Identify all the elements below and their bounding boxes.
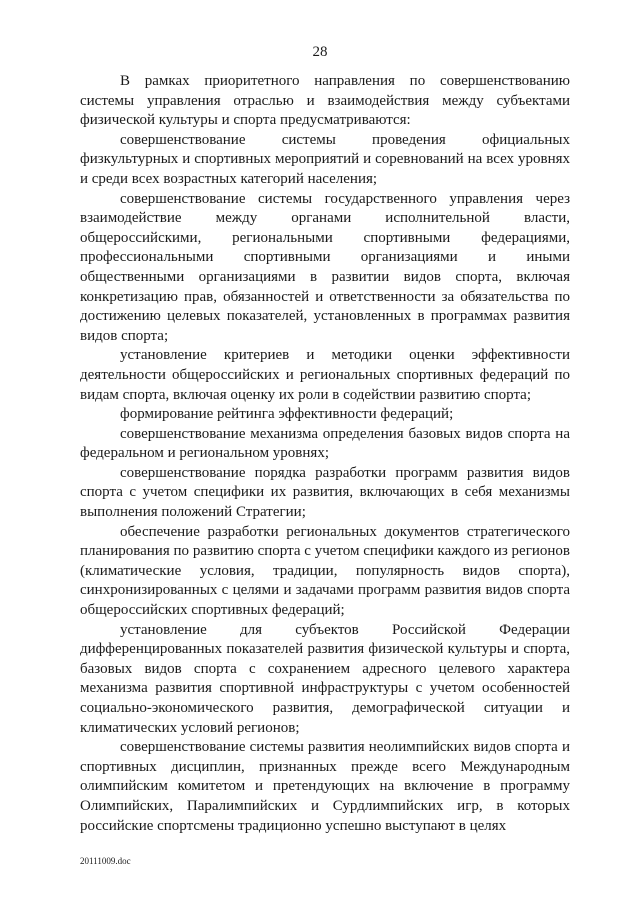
- paragraph-base-sports: совершенствование механизма определения базовых видов спорта на федеральном и региональном уровнях;: [80, 425, 570, 462]
- paragraph-federation-rating: формирование рейтинга эффективности федераций;: [120, 406, 454, 423]
- paragraph-state-management: совершенствование системы государственного управления через взаимодействие между органами исполнительной власти, общероссийскими, региональными спортивными федерациями, профессиональными спортивными организациями и иными общественными организациями в развитии видов спорта, включая конкретизацию прав, обязанностей и ответственности за обязательства по достижению целевых показателей, установленных в программах развития видов спорта;: [80, 190, 570, 344]
- paragraph-regional-planning: обеспечение разработки региональных документов стратегического планирования по развитию спорта с учетом специфики каждого из регионов (климатические условия, традиции, популярность видов спорта), синхронизированных с целями и задачами программ развития видов спорта общероссийских спортивных федераций;: [80, 523, 570, 619]
- paragraph-efficiency-criteria: установление критериев и методики оценки эффективности деятельности общероссийских и региональных спортивных федераций по видам спорта, включая оценку их роли в содействии развитию спорта;: [80, 347, 570, 403]
- paragraph-competitions: совершенствование системы проведения официальных физкультурных и спортивных мероприятий и соревнований на всех уровнях и среди всех возрастных категорий населения;: [80, 131, 570, 187]
- page-number: 28: [312, 44, 328, 60]
- paragraph-non-olympic-sports: совершенствование системы развития неолимпийских видов спорта и спортивных дисциплин, признанных прежде всего Международным олимпийским комитетом и претендующих на включение в программу Олимпийских, Паралимпийских и Сурдлимпийских игр, в которых российские спортсмены традиционно успешно выступают в целях: [80, 739, 570, 834]
- paragraph-development-programs: совершенствование порядка разработки программ развития видов спорта с учетом специфики их развития, включающих в себя механизмы выполнения положений Стратегии;: [80, 464, 570, 521]
- document-body: [80, 72, 570, 836]
- paragraph-regional-indicators: установление для субъектов Российской Федерации дифференцированных показателей развития физической культуры и спорта, базовых видов спорта с сохранением адресного целевого характера механизма развития спортивной инфраструктуры с учетом особенностей социально-экономического развития, демографической ситуации и климатических условий регионов;: [80, 621, 570, 736]
- paragraph-intro: В рамках приоритетного направления по совершенствованию системы управления отраслью и взаимодействия между субъектами физической культуры и спорта предусматриваются:: [80, 73, 570, 129]
- footer-filename: 20111009.doc: [80, 856, 131, 866]
